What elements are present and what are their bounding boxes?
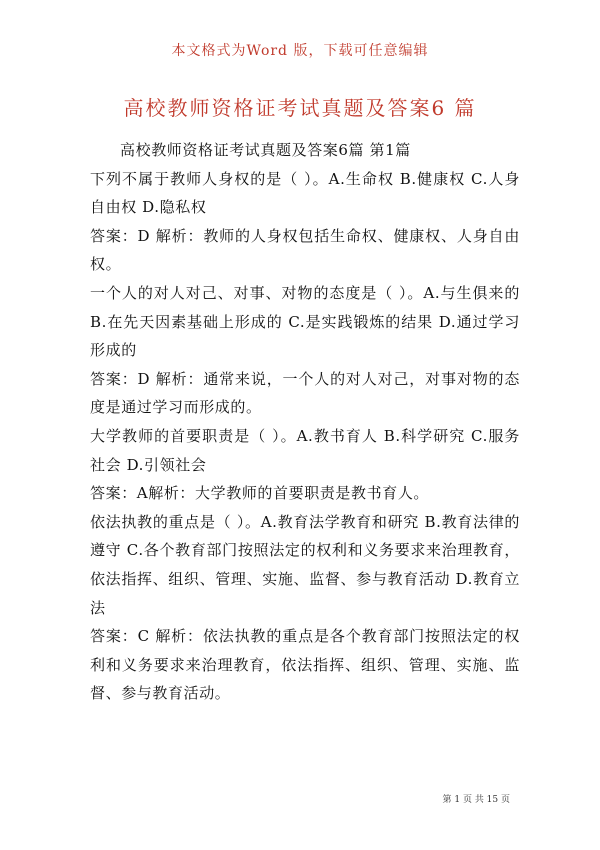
page-number-footer: 第 1 页 共 15 页 [442, 795, 510, 805]
question-2: 一个人的对人对己、对事、对物的态度是（ ）。A.与生俱来的 B.在先天因素基础上形成的 C.是实践锻炼的结果 D.通过学习形成的 [90, 283, 520, 360]
answer-1: 答案：D 解析：教师的人身权包括生命权、健康权、人身自由权。 [90, 226, 520, 274]
question-4: 依法执教的重点是（ ）。A.教育法学教育和研究 B.教育法律的遵守 C.各个教育部门按照法定的权利和义务要求来治理教育，依法指挥、组织、管理、实施、监督、参与教育活动 D.教育立法 [90, 512, 520, 617]
document-title: 高校教师资格证考试真题及答案6 篇 [123, 96, 477, 120]
question-1: 下列不属于教师人身权的是（ ）。A.生命权 B.健康权 C.人身自由权 D.隐私权 [90, 169, 520, 217]
format-notice: 本文格式为Word 版，下载可任意编辑 [171, 43, 429, 59]
document-body [90, 136, 520, 708]
answer-3: 答案：A解析：大学教师的首要职责是教书育人。 [90, 484, 430, 503]
question-3: 大学教师的首要职责是（ ）。A.教书育人 B.科学研究 C.服务社会 D.引领社会 [90, 426, 520, 474]
answer-4: 答案：C 解析：依法执教的重点是各个教育部门按照法定的权利和义务要求来治理教育，依法指挥、组织、管理、实施、监督、参与教育活动。 [90, 627, 520, 703]
section-subtitle: 高校教师资格证考试真题及答案6篇 第1篇 [120, 141, 411, 159]
answer-2: 答案：D 解析：通常来说，一个人的对人对己，对事对物的态度是通过学习而形成的。 [90, 369, 520, 417]
